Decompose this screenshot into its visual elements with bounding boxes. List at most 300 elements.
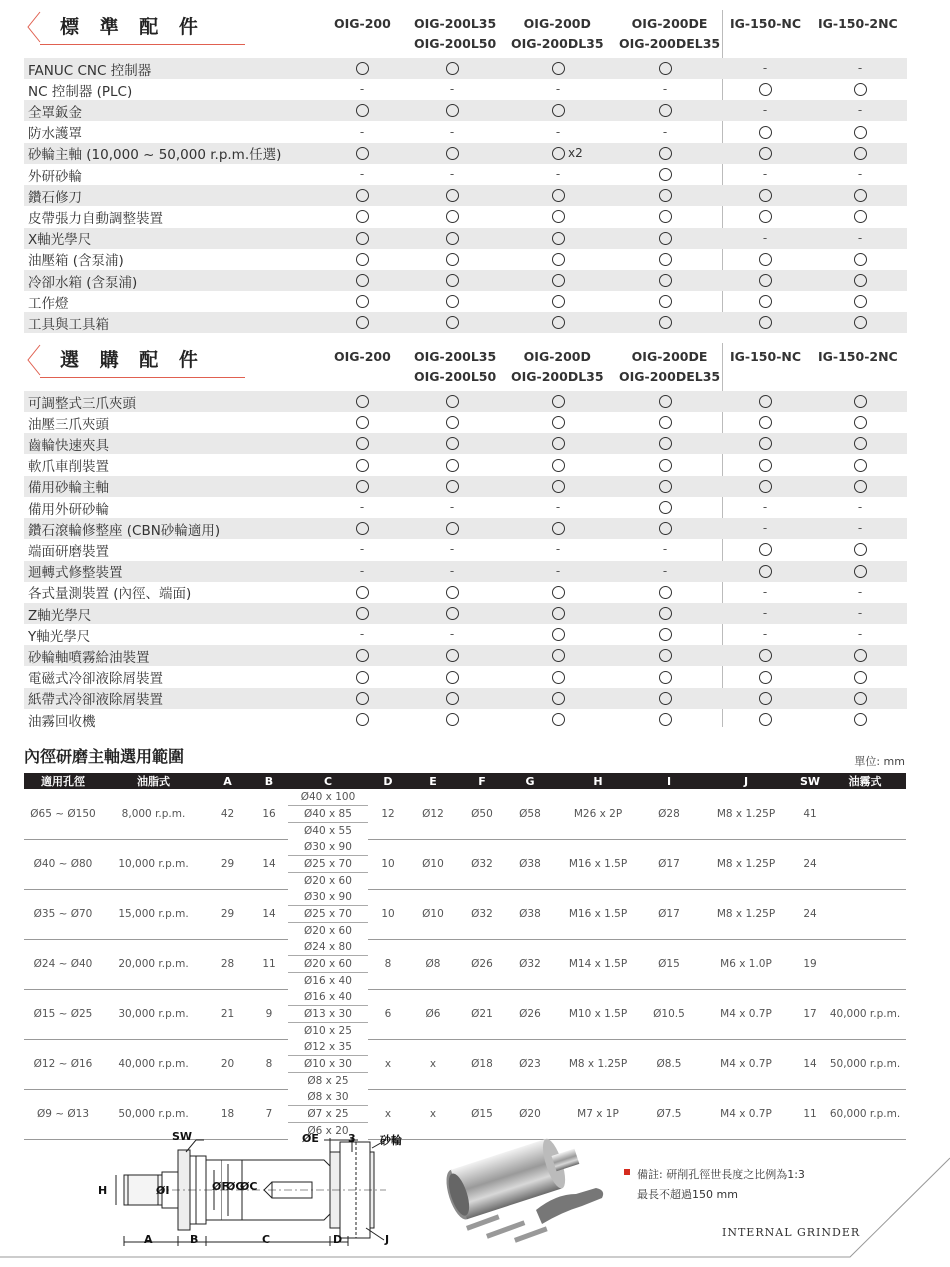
included-circle-icon [342,391,382,412]
cell-i: Ø8.5 [642,1039,696,1089]
cell-e: Ø8 [408,939,458,989]
table-row [24,603,907,624]
cell-g: Ø32 [506,939,554,989]
circle-icon [759,395,772,408]
circle-icon [446,459,459,472]
included-circle-icon [645,249,685,270]
cell-d: 6 [368,989,408,1039]
included-circle-icon [432,645,472,666]
circle-icon [659,274,672,287]
accessory-label: 全罩鈑金 [28,104,82,121]
accessory-label: 迴轉式修整裝置 [28,565,123,582]
cell-b: 14 [250,889,288,939]
cell-c: Ø30 x 90 [288,839,368,856]
cell-f: Ø32 [458,889,506,939]
included-circle-icon [645,58,685,79]
circle-icon [356,147,369,160]
circle-icon [659,295,672,308]
diagram-label-j: J [385,1233,390,1246]
circle-icon [356,437,369,450]
accessory-label: 冷卻水箱 (含泵浦) [28,274,138,291]
circle-icon [446,671,459,684]
table-row [24,291,907,312]
included-circle-icon [538,249,578,270]
included-circle-icon [432,58,472,79]
accessory-label: 砂輪主軸 (10,000 ~ 50,000 r.p.m.任選) [28,147,282,164]
cell-h: M16 x 1.5P [554,889,642,939]
brand-label: INTERNAL GRINDER [722,1226,861,1239]
not-available-dash: - [857,521,863,536]
circle-icon [659,459,672,472]
accessory-label: 工具與工具箱 [28,316,109,333]
cell-h: M26 x 2P [554,789,642,839]
included-circle-icon [745,667,785,688]
not-available-dash: - [662,124,668,139]
cell-j: M4 x 0.7P [696,989,796,1039]
included-circle-icon [840,412,880,433]
accessory-label: 各式量測裝置 (內徑、端面) [28,586,192,603]
circle-icon [659,692,672,705]
cell-c: Ø40 x 85 [288,806,368,823]
cell-mist: 40,000 r.p.m. [824,989,906,1039]
circle-icon [854,295,867,308]
accessory-label: 皮帶張力自動調整裝置 [28,210,163,227]
circle-icon [552,316,565,329]
circle-icon [659,104,672,117]
cell-g: Ø38 [506,889,554,939]
included-circle-icon [538,624,578,645]
cell-d: 10 [368,839,408,889]
included-circle-icon [840,270,880,291]
accessory-label: FANUC CNC 控制器 [28,62,152,79]
included-circle-icon [538,667,578,688]
included-circle-icon [645,291,685,312]
circle-icon [446,522,459,535]
circle-icon [659,671,672,684]
included-circle-icon [432,433,472,454]
not-available-dash: - [662,82,668,97]
cell-i: Ø10.5 [642,989,696,1039]
included-circle-icon [840,122,880,143]
circle-icon [659,168,672,181]
included-circle-icon [645,164,685,185]
cell-c: Ø12 x 35 [288,1039,368,1056]
circle-icon [552,628,565,641]
circle-icon [854,565,867,578]
cell-grease: 20,000 r.p.m. [102,939,205,989]
cell-c: Ø30 x 90 [288,889,368,906]
cell-sw: 14 [796,1039,824,1089]
cell-b: 14 [250,839,288,889]
circle-icon [446,274,459,287]
table-row [24,518,907,539]
cell-f: Ø50 [458,789,506,839]
cell-c: Ø16 x 40 [304,975,352,987]
circle-icon [356,459,369,472]
included-circle-icon [745,143,785,164]
cell-e: Ø10 [408,889,458,939]
circle-icon [552,395,565,408]
standard-accessories-section [24,4,907,334]
cell-j: M8 x 1.25P [696,789,796,839]
included-circle-icon [645,391,685,412]
circle-icon [854,671,867,684]
included-circle-icon [645,518,685,539]
included-circle-icon [538,312,578,333]
cell-c: Ø8 x 25 [307,1075,349,1087]
cell-d: x [368,1039,408,1089]
included-circle-icon [840,688,880,709]
circle-icon [356,232,369,245]
cell-h: M7 x 1P [554,1089,642,1139]
cell-c: Ø10 x 25 [304,1025,352,1037]
accessory-label: 端面研磨裝置 [28,543,109,560]
included-circle-icon [645,624,685,645]
circle-icon [446,295,459,308]
circle-icon [659,480,672,493]
circle-icon [552,437,565,450]
table-row [24,539,907,560]
not-available-dash: - [762,167,768,181]
included-circle-icon [745,645,785,666]
included-circle-icon [538,228,578,249]
cell-c: Ø13 x 30 [288,1006,368,1023]
circle-icon [446,62,459,75]
cell-a: 42 [205,789,250,839]
included-circle-icon [840,79,880,100]
table-row [24,164,907,185]
optional-title: 選 購 配 件 [60,349,205,371]
circle-icon [659,62,672,75]
included-circle-icon [645,688,685,709]
circle-icon [552,232,565,245]
cell-mist: 50,000 r.p.m. [824,1039,906,1089]
cell-i: Ø7.5 [642,1089,696,1139]
circle-icon [759,295,772,308]
circle-icon [759,459,772,472]
included-circle-icon [840,709,880,730]
included-circle-icon [538,270,578,291]
included-circle-icon [840,206,880,227]
model-header-1: OIG-200 [334,16,391,31]
included-circle-icon [745,249,785,270]
included-circle-icon [840,143,880,164]
not-available-dash: - [762,627,768,642]
accessory-label: 外研砂輪 [28,168,82,185]
cell-mist [824,789,906,839]
circle-icon [854,543,867,556]
cell-h: M8 x 1.25P [554,1039,642,1089]
cell-i: Ø17 [642,839,696,889]
included-circle-icon [645,603,685,624]
included-circle-icon [840,433,880,454]
included-circle-icon [645,143,685,164]
circle-icon [552,295,565,308]
included-circle-icon [745,312,785,333]
cell-c: Ø24 x 80 [288,939,368,956]
not-available-dash: - [762,521,768,536]
circle-icon [854,416,867,429]
accessory-label: 備用外研砂輪 [28,501,109,518]
circle-icon [759,649,772,662]
circle-icon [552,104,565,117]
circle-icon [659,522,672,535]
diagram-label-b: B [190,1233,199,1246]
circle-icon [356,104,369,117]
circle-icon [854,649,867,662]
circle-icon [356,274,369,287]
cell-c: Ø10 x 30 [288,1056,368,1073]
accessory-label: 齒輪快速夾具 [28,437,109,454]
not-available-dash: - [555,124,561,139]
model-header-5: IG-150-NC [730,349,802,364]
included-circle-icon [432,249,472,270]
included-circle-icon [645,312,685,333]
included-circle-icon [840,476,880,497]
circle-icon [446,480,459,493]
diagram-label-of: ØF [212,1180,229,1193]
not-available-dash: - [359,167,365,181]
included-circle-icon [745,433,785,454]
circle-icon [659,607,672,620]
circle-icon [356,62,369,75]
included-circle-icon [645,582,685,603]
cell-h: M10 x 1.5P [554,989,642,1039]
cell-grease: 8,000 r.p.m. [102,789,205,839]
not-available-dash: - [857,230,863,245]
circle-icon [356,649,369,662]
circle-icon [552,274,565,287]
included-circle-icon [342,206,382,227]
table-row [24,889,906,906]
table-row [24,1039,906,1056]
table-header-row [24,773,906,789]
circle-icon [552,586,565,599]
circle-icon [356,713,369,726]
model-header-4: OIG-200DE OIG-200DEL35 [619,16,721,51]
circle-icon [552,147,565,160]
not-available-dash: - [762,61,768,75]
cell-g: Ø26 [506,989,554,1039]
circle-icon [659,210,672,223]
cell-c: Ø25 x 70 [288,906,368,923]
cell-grease: 40,000 r.p.m. [102,1039,205,1089]
circle-icon [552,189,565,202]
circle-icon [659,253,672,266]
circle-icon [759,316,772,329]
included-circle-icon [342,688,382,709]
circle-icon [446,586,459,599]
circle-icon [759,416,772,429]
model-header-3: OIG-200D OIG-200DL35 [511,16,604,51]
included-circle-icon [538,433,578,454]
cell-a: 20 [205,1039,250,1089]
accessory-label: 工作燈 [28,295,69,312]
circle-icon [854,437,867,450]
cell-mist [824,939,906,989]
circle-icon [446,713,459,726]
circle-icon [759,692,772,705]
included-circle-icon [745,391,785,412]
not-available-dash: - [555,542,561,557]
included-circle-icon [745,206,785,227]
accessory-label: Z軸光學尺 [28,607,92,624]
cell-a: 18 [205,1089,250,1139]
circle-icon [356,189,369,202]
included-circle-icon [538,206,578,227]
circle-icon [659,232,672,245]
cell-g: Ø58 [506,789,554,839]
included-circle-icon [342,455,382,476]
table-row [24,433,907,454]
circle-icon [854,692,867,705]
included-circle-icon [538,603,578,624]
table-row [24,624,907,645]
included-circle-icon [538,688,578,709]
not-available-dash: - [555,167,561,181]
table-row [24,412,907,433]
cell-a: 29 [205,889,250,939]
diagram-label-og: ØG [226,1180,245,1193]
chevron-left-icon [24,8,44,48]
not-available-dash: - [857,500,863,514]
circle-icon [854,274,867,287]
circle-icon [854,459,867,472]
not-available-dash: - [555,563,561,578]
table-row [24,667,907,688]
included-circle-icon [342,312,382,333]
included-circle-icon [342,143,382,164]
not-available-dash: - [762,584,768,599]
cell-c: Ø20 x 60 [288,956,368,973]
not-available-dash: - [662,563,668,578]
table-header-cell: 油脂式 [102,773,205,789]
accessory-label: NC 控制器 (PLC) [28,83,133,100]
not-available-dash: - [449,563,455,578]
circle-icon [446,210,459,223]
cell-c: Ø40 x 100 [288,789,368,806]
included-circle-icon [645,433,685,454]
table-row [24,989,906,1006]
included-circle-icon [745,476,785,497]
cell-c: Ø7 x 25 [288,1106,368,1123]
cell-d: x [368,1089,408,1139]
circle-icon [552,713,565,726]
table-row [24,228,907,249]
circle-icon [446,147,459,160]
included-circle-icon [538,476,578,497]
included-circle-icon [432,291,472,312]
circle-icon [356,210,369,223]
cell-d: 12 [368,789,408,839]
circle-icon [552,649,565,662]
table-header-cell: 油霧式 [824,773,906,789]
model-header-2: OIG-200L35 OIG-200L50 [414,16,497,51]
cell-bore: Ø40 ~ Ø80 [24,839,102,889]
included-circle-icon [745,539,785,560]
circle-icon [552,671,565,684]
standard-title: 標 準 配 件 [60,16,205,38]
circle-icon [446,692,459,705]
cell-e: Ø12 [408,789,458,839]
not-available-dash: - [762,230,768,245]
circle-icon [659,189,672,202]
circle-icon [659,147,672,160]
circle-icon [446,253,459,266]
accessory-label: 鑽石修刀 [28,189,82,206]
not-available-dash: - [359,82,365,97]
table-row [24,185,907,206]
circle-icon [446,395,459,408]
cell-h: M16 x 1.5P [554,839,642,889]
circle-icon [854,83,867,96]
circle-icon [356,416,369,429]
optional-accessories-section [24,337,907,729]
cell-mist: 60,000 r.p.m. [824,1089,906,1139]
not-available-dash: - [449,167,455,181]
included-circle-icon [432,476,472,497]
cell-bore: Ø12 ~ Ø16 [24,1039,102,1089]
included-circle-icon [645,476,685,497]
included-circle-icon [432,312,472,333]
circle-icon [552,253,565,266]
circle-icon [552,416,565,429]
included-circle-icon [432,143,472,164]
circle-icon [759,480,772,493]
not-available-dash: - [359,627,365,642]
diagram-label-wheel: 砂輪 [380,1134,402,1147]
circle-icon [854,189,867,202]
included-circle-icon [342,249,382,270]
table-header-cell: C [288,773,368,789]
circle-icon [854,316,867,329]
included-circle-icon: x2 [538,143,598,164]
circle-icon [356,316,369,329]
included-circle-icon [432,228,472,249]
accessory-label: 電磁式冷卻液除屑裝置 [28,671,163,688]
not-available-dash: - [857,584,863,599]
table-row [24,839,906,856]
included-circle-icon [342,476,382,497]
not-available-dash: - [449,542,455,557]
included-circle-icon [745,291,785,312]
included-circle-icon [538,412,578,433]
circle-icon [854,480,867,493]
accessory-label: 鑽石滾輪修整座 (CBN砂輪適用) [28,522,221,539]
table-row [24,561,907,582]
included-circle-icon [538,645,578,666]
not-available-dash: - [762,103,768,118]
included-circle-icon [745,270,785,291]
table-row [24,1089,906,1106]
table-header-cell: I [642,773,696,789]
included-circle-icon [745,688,785,709]
table-row [24,455,907,476]
not-available-dash: - [857,167,863,181]
circle-icon [552,522,565,535]
included-circle-icon [840,561,880,582]
included-circle-icon [840,391,880,412]
spindle-title: 內徑研磨主軸選用範圍 [24,747,185,766]
cell-a: 29 [205,839,250,889]
included-circle-icon [645,497,685,518]
table-row [24,391,907,412]
circle-icon [659,649,672,662]
not-available-dash: - [359,124,365,139]
circle-icon [356,607,369,620]
cell-c: Ø16 x 40 [288,989,368,1006]
cell-i: Ø17 [642,889,696,939]
